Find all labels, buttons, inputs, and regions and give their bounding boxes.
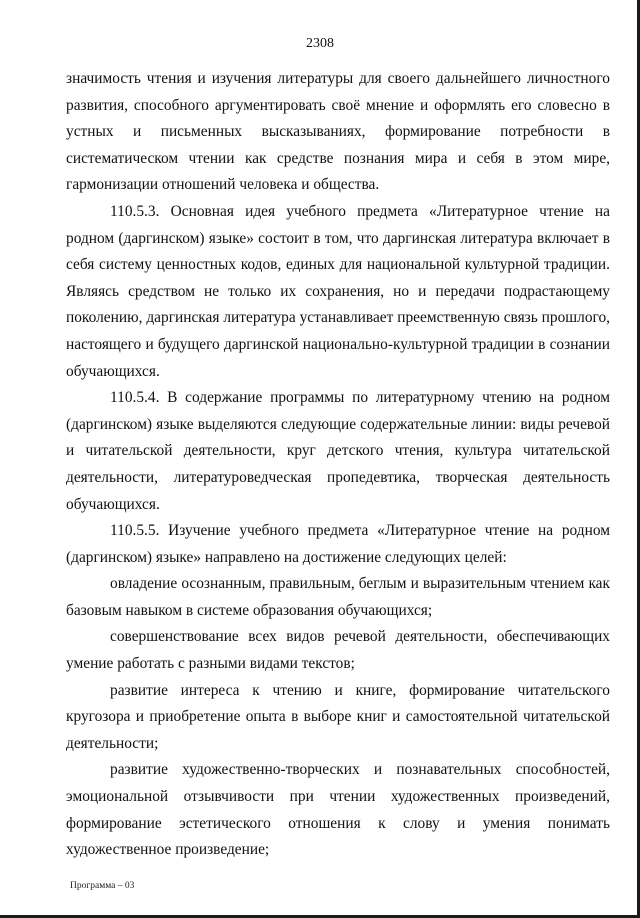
goal-item: развитие интереса к чтению и книге, формирование читательского кругозора и приобретение опыта в выборе книг и самостоятельной читательской деятельности; <box>66 681 610 752</box>
goal-item: развитие художественно-творческих и познавательных способностей, эмоциональной отзывчивости при чтении художественных произведений, формирование эстетического отношения к слову и умения понимать художественное произведение; <box>66 761 610 859</box>
paragraph-110-5-5: 110.5.5. Изучение учебного предмета «Литературное чтение на родном (даргинском) языке» направлено на достижение следующих целей: <box>66 522 610 566</box>
goal-item: совершенствование всех видов речевой деятельности, обеспечивающих умение работать с разными видами текстов; <box>66 628 610 673</box>
paragraph-110-5-4: 110.5.4. В содержание программы по литературному чтению на родном (даргинском) языке выделяются следующие содержательные линии: виды речевой и читательской деятельности, круг детского чтения, культура читательской деятельности, литературоведческая пропедевтика, творческая деятельность обучающихся. <box>66 389 610 513</box>
paragraph-continuation: значимость чтения и изучения литературы для своего дальнейшего личностного развития, способного аргументировать своё мнение и оформлять его словесно в устных и письменных высказываниях, формирование потребности в систематическом чтении как средстве познания мира и себя в этом мире, гармонизации отношений человека и общества. <box>66 70 610 194</box>
footer-label: Программа – 03 <box>70 881 135 891</box>
page-number: 2308 <box>306 36 334 51</box>
paragraph-110-5-3: 110.5.3. Основная идея учебного предмета «Литературное чтение на родном (даргинском) языке» состоит в том, что даргинская литература включает в себя систему ценностных кодов, единых для национальной культурной традиции. Являясь средством не только их сохранения, но и передачи подрастающему поколению, даргинская литература устанавливает преемственную связь прошлого, настоящего и будущего даргинской национально-культурной традиции в сознании обучающихся. <box>66 202 610 380</box>
document-body <box>66 66 610 864</box>
goal-item: овладение осознанным, правильным, беглым и выразительным чтением как базовым навыком в системе образования обучающихся; <box>66 575 610 619</box>
